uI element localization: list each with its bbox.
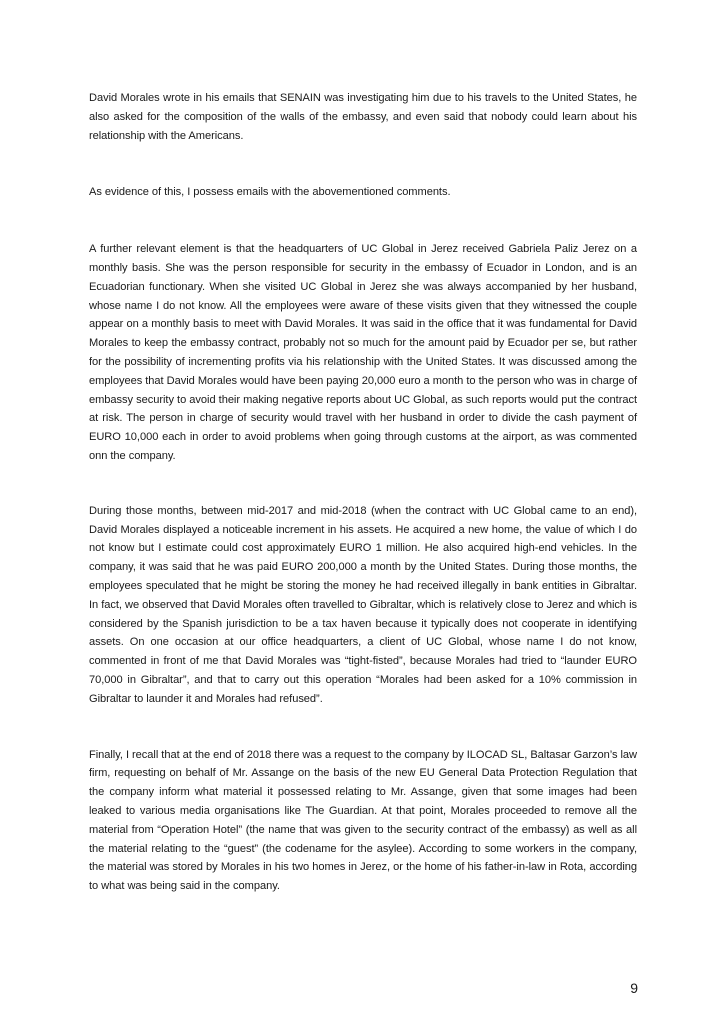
paragraph-spacer <box>89 709 637 746</box>
paragraph-evidence: As evidence of this, I possess emails with the abovementioned comments. <box>89 186 451 199</box>
paragraph-assets-increment: During those months, between mid-2017 and mid-2018 (when the contract with UC Global came to an end), David Morales displayed a noticeable increment in his assets. He acquired a new home, the value of which I do not know but I estimate could cost approximately EURO 1 million. He also acquired high-end vehicles. In the company, it was said that he was paid EURO 200,000 a month by the United States. During those months, the employees speculated that he might be storing the money he had received illegally in bank entities in Gibraltar. In fact, we observed that David Morales often travelled to Gibraltar, which is relatively close to Jerez and which is considered by the Spanish jurisdiction to be a tax haven because it typically does not cooperate in identifying assets. On one occasion at our office headquarters, a client of UC Global, whose name I do not know, commented in front of me that David Morales was “tight-fisted”, because Morales had tried to “launder EURO 70,000 in Gibraltar”, and that to carry out this operation “Morales had been asked for a 10% commission in Gibraltar to launder it and Morales had refused”. <box>89 504 637 705</box>
paragraph-spacer <box>89 466 637 502</box>
document-body <box>89 89 637 896</box>
paragraph-ilocad-request: Finally, I recall that at the end of 2018 there was a request to the company by ILOCAD SL, Baltasar Garzon’s law firm, requesting on behalf of Mr. Assange on the basis of the new EU General Data Protection Regulation that the company inform what material it possessed relating to Mr. Assange, given that some images had been leaked to various media organisations like The Guardian. At that point, Morales proceeded to remove all the material from “Operation Hotel” (the name that was given to the security contract of the embassy) as well as all the material relating to the “guest” (the codename for the asylee). According to some workers in the company, the material was stored by Morales in his two homes in Jerez, or the home of his father-in-law in Rota, according to what was being said in the company. <box>89 748 637 893</box>
paragraph-spacer <box>89 145 637 183</box>
page-number: 9 <box>630 980 638 996</box>
paragraph-spacer <box>89 202 637 240</box>
paragraph-gabriela-paliz: A further relevant element is that the headquarters of UC Global in Jerez received Gabriela Paliz Jerez on a monthly basis. She was the person responsible for security in the embassy of Ecuador in London, and is an Ecuadorian functionary. When she visited UC Global in Jerez she was always accompanied by her husband, whose name I do not know. All the employees were aware of these visits given that they witnessed the couple appear on a monthly basis to meet with David Morales. It was said in the office that it was fundamental for David Morales to keep the embassy contract, probably not so much for the amount paid by Ecuador per se, but rather for the possibility of incrementing profits via his relationship with the United States. It was discussed among the employees that David Morales would have been paying 20,000 euro a month to the person who was in charge of embassy security to avoid their making negative reports about UC Global, as such reports would put the contract at risk. The person in charge of security would travel with her husband in order to divide the cash payment of EURO 10,000 each in order to avoid problems when going through customs at the airport, as was commented onn the company. <box>89 243 637 462</box>
paragraph-senain-emails: David Morales wrote in his emails that SENAIN was investigating him due to his travels to the United States, he also asked for the composition of the walls of the embassy, and even said that nobody could learn about his relationship with the Americans. <box>89 92 637 142</box>
